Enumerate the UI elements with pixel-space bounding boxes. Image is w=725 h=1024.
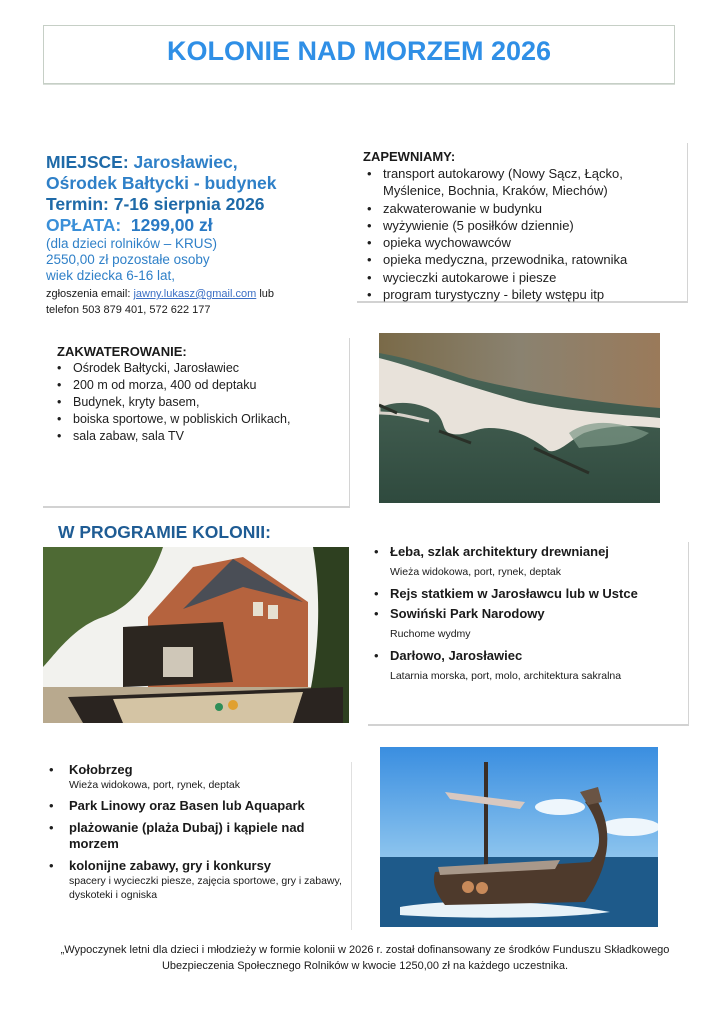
provide-box bbox=[357, 143, 688, 303]
list-item: • program turystyczny - bilety wstępu itp bbox=[363, 286, 687, 303]
funding-line-1: „Wypoczynek letni dla dzieci i młodzieży w formie kolonii w 2026 r. został dofinansowany ze środków Funduszu Składkowego bbox=[60, 944, 670, 956]
list-item: • Ośrodek Bałtycki, Jarosławiec bbox=[53, 360, 349, 377]
place-value: Jarosławiec, bbox=[133, 152, 238, 172]
fee-label: OPŁATA: bbox=[46, 215, 122, 235]
funding-note bbox=[25, 942, 705, 974]
contact-prefix: zgłoszenia email: bbox=[46, 288, 131, 300]
term: Termin: 7-16 sierpnia 2026 bbox=[46, 194, 265, 214]
provide-heading: ZAPEWNIAMY: bbox=[363, 149, 456, 164]
program-left-box bbox=[43, 762, 352, 930]
place-label: MIEJSCE: bbox=[46, 152, 129, 172]
age: wiek dziecka 6-16 lat, bbox=[46, 268, 176, 283]
fee-value: 1299,00 zł bbox=[130, 215, 213, 235]
list-item: • wyżywienie (5 posiłków dziennie) bbox=[363, 217, 687, 234]
funding-line-2: Ubezpieczenia Społecznego Rolników w kwocie 1250,00 zł na każdego uczestnika. bbox=[161, 960, 569, 972]
contact-suffix: lub bbox=[259, 288, 275, 300]
list-item: • opieka medyczna, przewodnika, ratownika bbox=[363, 251, 687, 268]
list-item: • opieka wychowawców bbox=[363, 234, 687, 251]
building-photo bbox=[43, 547, 349, 723]
program-item-title: • kolonijne zabawy, gry i konkursy bbox=[69, 858, 272, 873]
program-item-title: • Kołobrzeg bbox=[69, 762, 133, 777]
accommodation-box bbox=[43, 338, 350, 508]
program-item bbox=[374, 584, 688, 604]
program-item-sub: Wieża widokowa, port, rynek, deptak bbox=[69, 779, 240, 791]
program-item bbox=[374, 604, 688, 644]
program-heading: W PROGRAMIE KOLONII: bbox=[58, 522, 271, 542]
list-item: • Budynek, kryty basem, bbox=[53, 394, 349, 411]
program-item bbox=[374, 542, 688, 582]
program-item-title: • Park Linowy oraz Basen lub Aquapark bbox=[69, 798, 305, 813]
program-right-box bbox=[368, 542, 689, 726]
program-item-sub: Latarnia morska, port, molo, architektura sakralna bbox=[390, 670, 622, 682]
list-item: • sala zabaw, sala TV bbox=[53, 428, 349, 445]
fee-note: (dla dzieci rolników – KRUS) bbox=[46, 236, 218, 251]
program-item bbox=[374, 646, 688, 686]
program-item bbox=[49, 798, 351, 814]
list-item: • zakwaterowanie w budynku bbox=[363, 200, 687, 217]
accommodation-list bbox=[53, 360, 349, 445]
program-item-title: • Rejs statkiem w Jarosławcu lub w Ustce bbox=[390, 586, 638, 601]
list-item: • wycieczki autokarowe i piesze bbox=[363, 269, 687, 286]
email-link[interactable]: jawny.lukasz@gmail.com bbox=[133, 288, 257, 300]
program-item bbox=[49, 762, 351, 792]
other-fee-amount: 2550,00 bbox=[46, 252, 95, 267]
info-block bbox=[46, 152, 366, 318]
list-item: • transport autokarowy (Nowy Sącz, Łącko, Myślenice, Bochnia, Kraków, Miechów) bbox=[363, 165, 687, 200]
program-item-sub: Ruchome wydmy bbox=[390, 628, 471, 640]
program-item bbox=[49, 858, 351, 902]
viking-ship-photo bbox=[380, 747, 658, 927]
place-line bbox=[46, 152, 366, 173]
accommodation-heading: ZAKWATEROWANIE: bbox=[57, 344, 187, 359]
title-box bbox=[43, 25, 675, 84]
provide-list bbox=[363, 165, 687, 303]
other-fee bbox=[46, 252, 366, 268]
program-item-title: • Darłowo, Jarosławiec bbox=[390, 648, 523, 663]
page-title: KOLONIE NAD MORZEM 2026 bbox=[166, 36, 552, 66]
program-item-title: • plażowanie (plaża Dubaj) i kąpiele nad morzem bbox=[69, 820, 305, 851]
program-item-sub: spacery i wycieczki piesze, zajęcia sportowe, gry i zabawy, dyskoteki i ogniska bbox=[69, 875, 342, 901]
place-line-2: Ośrodek Bałtycki - budynek bbox=[46, 173, 277, 193]
list-item: • 200 m od morza, 400 od deptaku bbox=[53, 377, 349, 394]
program-item-sub: Wieża widokowa, port, rynek, deptak bbox=[390, 566, 561, 578]
fee-line bbox=[46, 215, 366, 236]
contact-line bbox=[46, 286, 366, 302]
other-fee-text: zł pozostałe osoby bbox=[98, 252, 210, 267]
beach-aerial-photo bbox=[379, 333, 660, 503]
list-item: • boiska sportowe, w pobliskich Orlikach, bbox=[53, 411, 349, 428]
program-item-title: • Sowiński Park Narodowy bbox=[390, 606, 545, 621]
program-item bbox=[49, 820, 351, 852]
phone: telefon 503 879 401, 572 622 177 bbox=[46, 304, 211, 316]
program-item-title: • Łeba, szlak architektury drewnianej bbox=[390, 544, 609, 559]
